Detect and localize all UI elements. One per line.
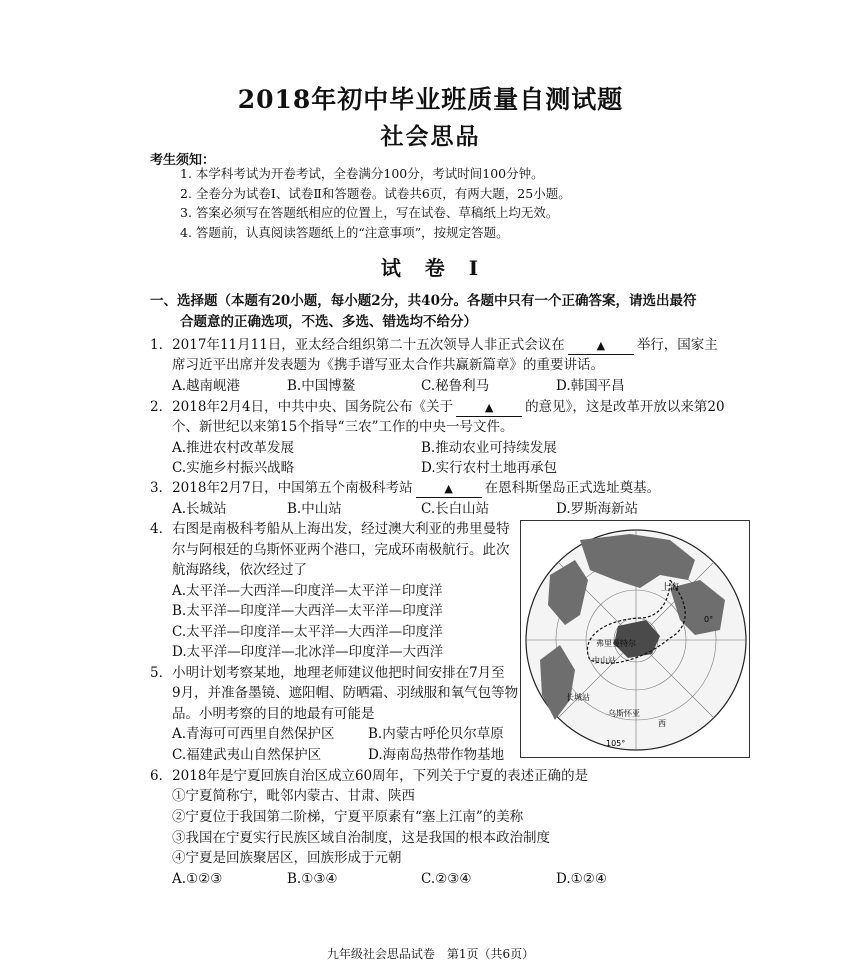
question-5-cont: 品。小明考察的目的地最有可能是 <box>172 706 375 722</box>
option-c: C.长白山站 <box>421 501 490 517</box>
answer-blank: ▲ <box>456 400 522 417</box>
option-b: B.中山站 <box>287 501 342 517</box>
question-text: 3．2018年2月7日，中国第五个南极科考站 <box>150 480 413 496</box>
map-label-ushuaia: 乌斯怀亚 <box>608 709 640 718</box>
question-2 <box>150 397 725 417</box>
question-1 <box>150 335 718 355</box>
statement-4: ④宁夏是回族聚居区，回族形成于元朝 <box>172 850 402 866</box>
section-instructions-cont: 合题意的正确选项，不选、多选、错选均不给分） <box>180 314 477 330</box>
answer-blank: ▲ <box>568 338 634 355</box>
option-a: A.越南岘港 <box>172 378 241 394</box>
option-b: B.中国博鳌 <box>287 378 356 394</box>
option-c: C.太平洋—印度洋—太平洋—大西洋—印度洋 <box>172 624 443 640</box>
option-a: A.长城站 <box>172 501 227 517</box>
map-label-zhongshan: 中山站 <box>592 656 616 665</box>
option-d: D.海南岛热带作物基地 <box>368 747 505 763</box>
map-label-fremantle: 弗里曼特尔 <box>596 639 636 648</box>
question-1-cont: 席习近平出席并发表题为《携手谱写亚太合作共赢新篇章》的重要讲话。 <box>172 357 604 373</box>
map-label-deg0: 0° <box>704 615 714 624</box>
option-c: C.福建武夷山自然保护区 <box>172 747 322 763</box>
notice-item: 4. 答题前，认真阅读答题纸上的“注意事项”，按规定答题。 <box>180 225 509 240</box>
statement-1: ①宁夏简称宁，毗邻内蒙古、甘肃、陕西 <box>172 788 415 804</box>
question-4-cont: 航海路线，依次经过了 <box>172 562 307 578</box>
map-label-shanghai: 上海 <box>661 583 680 593</box>
statement-2: ②宁夏位于我国第二阶梯，宁夏平原素有“塞上江南”的美称 <box>172 809 524 825</box>
option-b: B.内蒙古呼伦贝尔草原 <box>368 726 504 742</box>
option-d: D.罗斯海新站 <box>556 501 639 517</box>
question-4: 4．右图是南极科考船从上海出发，经过澳大利亚的弗里曼特 <box>150 521 510 537</box>
question-3 <box>150 478 660 498</box>
option-d: D.实行农村土地再承包 <box>421 460 558 476</box>
notice-heading: 考生须知： <box>150 153 216 168</box>
option-c: C.实施乡村振兴战略 <box>172 460 295 476</box>
option-a: A.太平洋—大西洋—印度洋—太平洋－印度洋 <box>172 583 443 599</box>
option-d: D.韩国平昌 <box>556 378 625 394</box>
notice-item: 2. 全卷分为试卷Ⅰ、试卷Ⅱ和答题卷。试卷共6页，有两大题，25小题。 <box>180 186 571 201</box>
map-label-xi: 西 <box>658 719 666 728</box>
option-b: B.①③④ <box>287 871 338 887</box>
exam-title: 2018年初中毕业班质量自测试题 <box>237 85 624 114</box>
option-b: B.太平洋—印度洋—大西洋—太平洋—印度洋 <box>172 603 443 619</box>
option-a: A.青海可可西里自然保护区 <box>172 726 335 742</box>
answer-blank: ▲ <box>416 481 482 498</box>
option-a: A.推进农村改革发展 <box>172 440 295 456</box>
question-6: 6．2018年是宁夏回族自治区成立60周年，下列关于宁夏的表述正确的是 <box>150 768 589 784</box>
statement-3: ③我国在宁夏实行民族区域自治制度，这是我国的根本政治制度 <box>172 830 550 846</box>
subject-title: 社会思品 <box>380 123 481 150</box>
question-2-cont: 个、新世纪以来第15个指导“三农”工作的中央一号文件。 <box>172 419 514 435</box>
option-c: C.秘鲁利马 <box>421 378 490 394</box>
question-text: 2．2018年2月4日，中共中央、国务院公布《关于 <box>150 399 454 415</box>
antarctic-route-map <box>520 520 750 758</box>
notice-item: 3. 答案必须写在答题纸相应的位置上，写在试卷、草稿纸上均无效。 <box>180 205 559 220</box>
question-text: 1．2017年11月11日，亚太经合组织第二十五次领导人非正式会议在 <box>150 337 565 353</box>
option-b: B.推动农业可持续发展 <box>421 440 557 456</box>
question-text: 在恩科斯堡岛正式选址奠基。 <box>484 480 661 496</box>
map-label-deg105: 105° <box>606 739 626 748</box>
option-c: C.②③④ <box>421 871 472 887</box>
paper-label: 试 卷 Ⅰ <box>380 256 481 280</box>
notice-item: 1. 本学科考试为开卷考试，全卷满分100分，考试时间100分钟。 <box>180 166 544 181</box>
page-footer: 九年级社会思品试卷 第1页（共6页） <box>326 947 535 961</box>
question-4-cont: 尔与阿根廷的乌斯怀亚两个港口，完成环南极航行。此次 <box>172 542 510 558</box>
question-5-cont: 9月，并准备墨镜、遮阳帽、防晒霜、羽绒服和氧气包等物 <box>172 685 519 701</box>
section-instructions: 一、选择题（本题有20小题，每小题2分，共40分。各题中只有一个正确答案，请选出最符 <box>150 293 697 309</box>
option-d: D.①②④ <box>556 871 607 887</box>
question-5: 5．小明计划考察某地，地理老师建议他把时间安排在7月至 <box>150 665 505 681</box>
question-text: 举行，国家主 <box>636 337 718 353</box>
map-label-changcheng: 长城站 <box>566 693 590 702</box>
option-a: A.①②③ <box>172 871 223 887</box>
option-d: D.太平洋—印度洋—北冰洋—印度洋—大西洋 <box>172 644 444 660</box>
question-text: 的意见》，这是改革开放以来第20 <box>525 399 725 415</box>
